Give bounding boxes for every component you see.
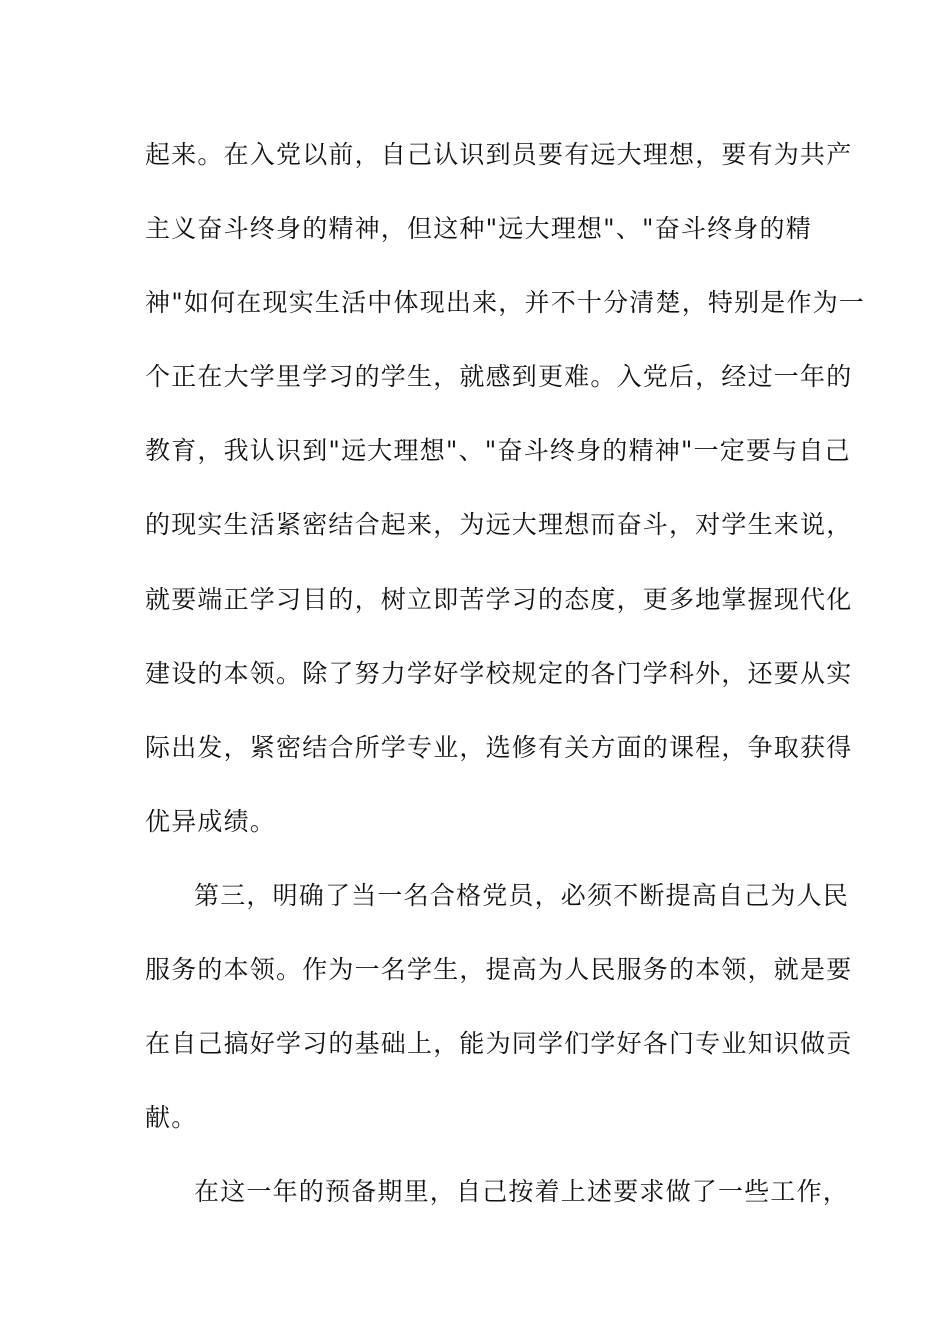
- text-line-5: 教育，我认识到"远大理想"、"奋斗终身的精神"一定要与自己: [145, 436, 851, 465]
- paragraph-start-line: 在这一年的预备期里，自己按着上述要求做了一些工作，: [194, 1177, 850, 1206]
- text-line-2: 主义奋斗终身的精神，但这种"远大理想"、"奋斗终身的精: [145, 214, 812, 243]
- text-line-8: 建设的本领。除了努力学好学校规定的各门学科外，还要从实: [145, 659, 853, 688]
- text-line-4: 个正在大学里学习的学生，就感到更难。入党后，经过一年的: [145, 362, 853, 391]
- text-line-10: 优异成绩。: [145, 807, 277, 836]
- text-line-3: 神"如何在现实生活中体现出来，并不十分清楚，特别是作为一: [145, 288, 866, 317]
- text-line-7: 就要端正学习目的，树立即苦学习的态度，更多地掌握现代化: [145, 585, 853, 614]
- text-line-9: 际出发，紧密结合所学专业，选修有关方面的课程，争取获得: [145, 733, 853, 762]
- text-line-14: 献。: [145, 1103, 198, 1132]
- text-line-13: 在自己搞好学习的基础上，能为同学们学好各门专业知识做贡: [145, 1029, 853, 1058]
- text-line-1: 起来。在入党以前，自己认识到员要有远大理想，要有为共产: [145, 140, 853, 169]
- text-line-12: 服务的本领。作为一名学生，提高为人民服务的本领，就是要: [145, 955, 853, 984]
- paragraph-start-line: 第三，明确了当一名合格党员，必须不断提高自己为人民: [194, 881, 850, 910]
- text-line-6: 的现实生活紧密结合起来，为远大理想而奋斗，对学生来说，: [145, 510, 853, 539]
